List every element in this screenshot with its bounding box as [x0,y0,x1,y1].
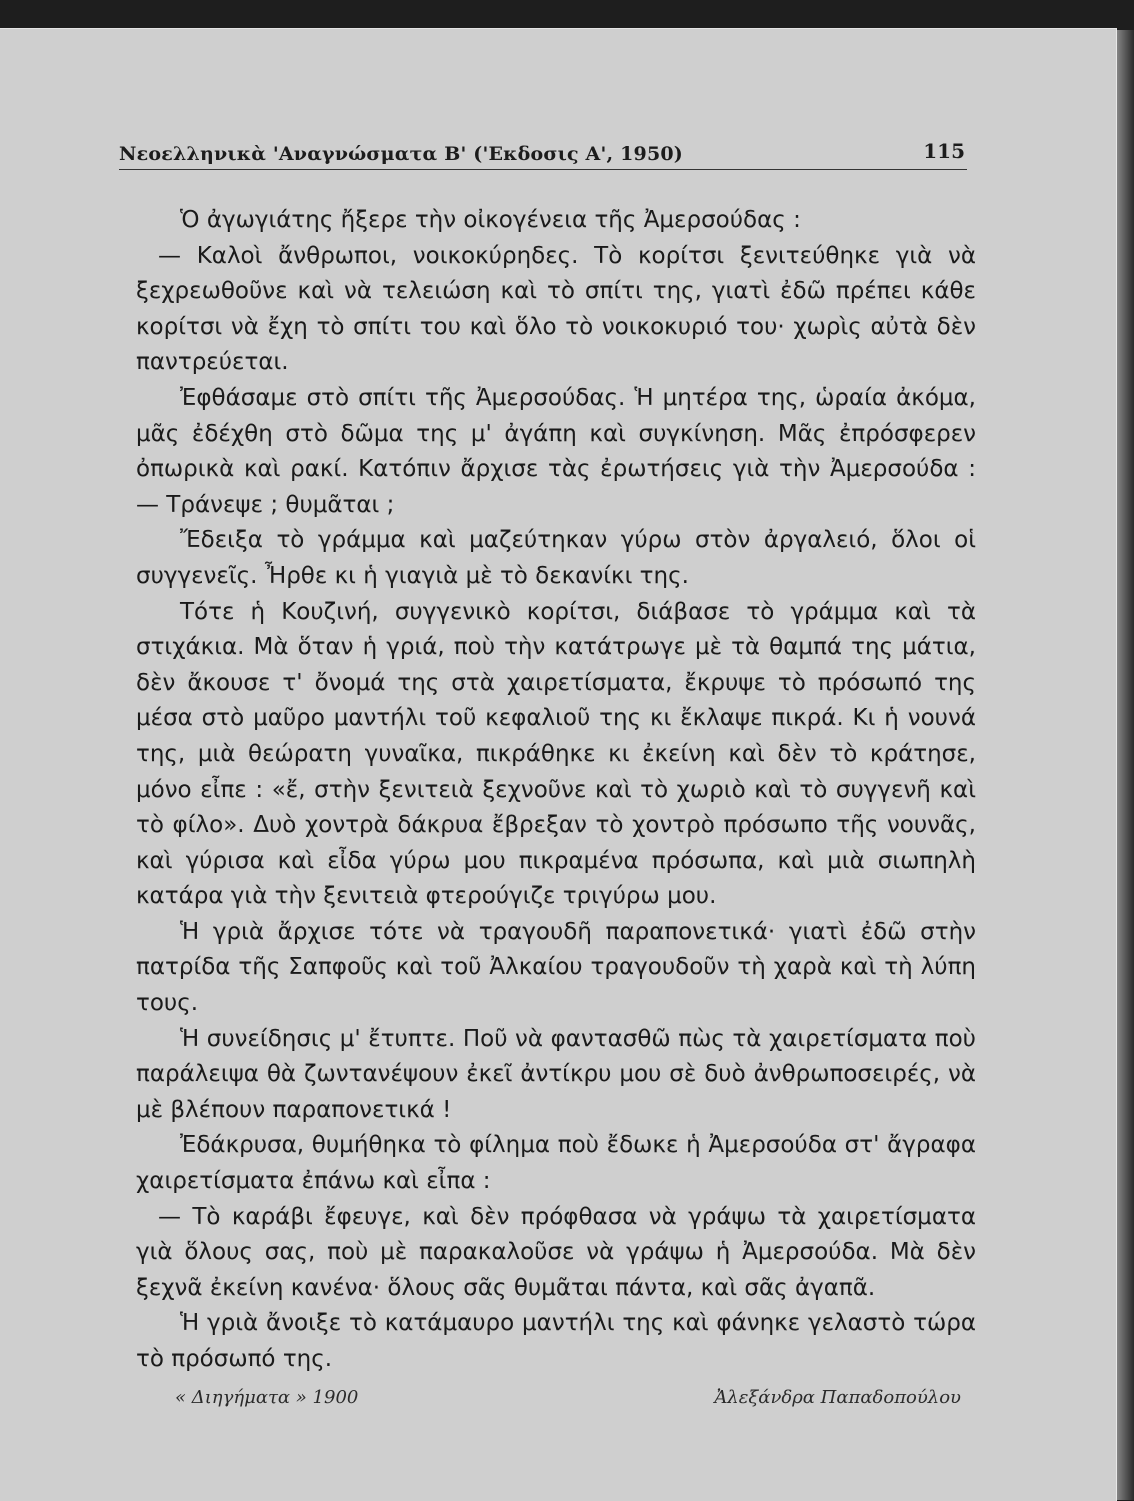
page-footer [175,1387,961,1421]
paragraph-dialog: — Τὸ καράβι ἔφευγε, καὶ δὲν πρόφθασα νὰ γράψω τὰ χαιρετίσματα γιὰ ὅλους σας, ποὺ μὲ παρακαλοῦσε νὰ γράψω ἡ Ἀμερσούδα. Μὰ δὲν ξεχνᾶ ἐκείνη κανένα· ὅλους σᾶς θυμᾶται πάντα, καὶ σᾶς ἀγαπᾶ. [136,1203,976,1301]
source-citation: « Διηγήματα » 1900 [175,1387,359,1408]
paragraph: Τότε ἡ Κουζινή, συγγενικὸ κορίτσι, διάβασε τὸ γράμμα καὶ τὰ στιχάκια. Μὰ ὅταν ἡ γριά, ποὺ τὴν κατάτρωγε μὲ τὰ θαμπά της μάτια, δὲν ἄκουσε τ' ὄνομά της στὰ χαιρετίσματα, ἔκρυψε τὸ πρόσωπό της μέσα στὸ μαῦρο μαντήλι τοῦ κεφαλιοῦ της κι ἔκλαψε πικρά. Κι ἡ νουνά της, μιὰ θεώρατη γυναῖκα, πικράθηκε κι ἐκείνη καὶ δὲν τὸ κράτησε, μόνο εἶπε : «ἔ, στὴν ξενιτειὰ ξεχνοῦνε καὶ τὸ χωριὸ καὶ τὸ συγγενῆ καὶ τὸ φίλο». Δυὸ χοντρὰ δάκρυα ἔβρεξαν τὸ χοντρὸ πρόσωπο τῆς νουνᾶς, καὶ γύρισα καὶ εἶδα γύρω μου πικραμένα πρόσωπα, καὶ μιὰ σιωπηλὴ κατάρα γιὰ τὴν ξενιτειὰ φτερούγιζε τριγύρω μου. [136,598,976,910]
book-page-edge [1116,30,1134,1500]
paragraph: Ἔδειξα τὸ γράμμα καὶ μαζεύτηκαν γύρω στὸν ἀργαλειό, ὅλοι οἱ συγγενεῖς. Ἦρθε κι ἡ γιαγιὰ μὲ τὸ δεκανίκι της. [136,527,976,589]
book-page [0,28,1117,1501]
running-head: Νεοελληνικὰ 'Αναγνώσματα Β' ('Εκδοσις Α', 1950) [119,143,683,165]
author-name: Ἀλεξάνδρα Παπαδοπούλου [714,1387,961,1408]
paragraph-dialog: — Καλοὶ ἄνθρωποι, νοικοκύρηδες. Τὸ κορίτσι ξενιτεύθηκε γιὰ νὰ ξεχρεωθοῦνε καὶ νὰ τελειώση καὶ τὸ σπίτι της, γιατὶ ἐδῶ πρέπει κάθε κορίτσι νὰ ἔχη τὸ σπίτι του καὶ ὅλο τὸ νοικοκυριό του· χωρὶς αὐτὰ δὲν παντρεύεται. [136,242,976,376]
paragraph: Ὁ ἀγωγιάτης ἤξερε τὴν οἰκογένεια τῆς Ἀμερσούδας : [180,207,801,233]
paragraph: Ἡ γριὰ ἄνοιξε τὸ κατάμαυρο μαντήλι της καὶ φάνηκε γελαστὸ τώρα τὸ πρόσωπό της. [136,1310,976,1372]
paragraph: Ἐφθάσαμε στὸ σπίτι τῆς Ἀμερσούδας. Ἡ μητέρα της, ὡραία ἀκόμα, μᾶς ἐδέχθη στὸ δῶμα της μ' ἀγάπη καὶ συγκίνηση. Μᾶς ἐπρόσφερεν ὀπωρικὰ καὶ ρακί. Κατόπιν ἄρχισε τὰς ἐρωτήσεις γιὰ τὴν Ἀμερσούδα : — Τράνεψε ; θυμᾶται ; [136,384,976,518]
page-number: 115 [923,139,965,163]
paragraph: Ἐδάκρυσα, θυμήθηκα τὸ φίλημα ποὺ ἔδωκε ἡ Ἀμερσούδα στ' ἄγραφα χαιρετίσματα ἐπάνω καὶ εἶπα : [136,1132,976,1195]
page-header [119,129,967,170]
paragraph: Ἡ συνείδησις μ' ἔτυπτε. Ποῦ νὰ φαντασθῶ πὼς τὰ χαιρετίσματα ποὺ παράλειψα θὰ ζωντανέψουν ἐκεῖ ἀντίκρυ μου σὲ δυὸ ἀνθρωποσειρές, νὰ μὲ βλέπουν παραπονετικά ! [136,1025,976,1123]
paragraph: Ἡ γριὰ ἄρχισε τότε νὰ τραγουδῆ παραπονετικά· γιατὶ ἐδῶ στὴν πατρίδα τῆς Σαπφοῦς καὶ τοῦ Ἀλκαίου τραγουδοῦν τὴ χαρὰ καὶ τὴ λύπη τους. [136,918,976,1017]
story-text [136,203,976,1378]
